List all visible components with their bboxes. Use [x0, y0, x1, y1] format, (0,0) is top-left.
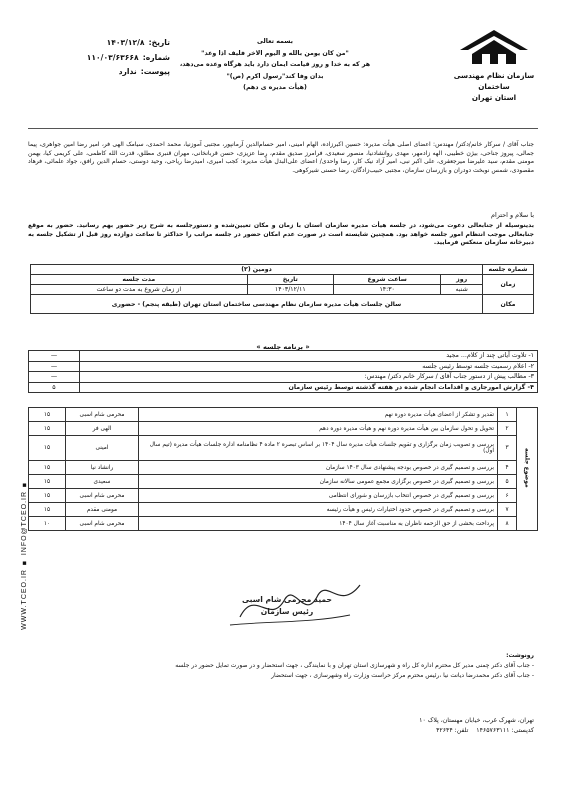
side-contact-strip	[14, 480, 28, 800]
subitem-text: بررسی و تصمیم گیری در خصوص حدود اختیارات رئیس و هیأت رئیسه	[139, 503, 498, 517]
subitem-minutes: ۱۵	[29, 436, 66, 461]
date-value: ۱۴۰۳/۱۲/۸	[106, 38, 145, 47]
agenda-subitems-table	[28, 407, 538, 531]
signatory-title: رئیس سازمان	[260, 607, 314, 616]
letter-meta	[50, 36, 170, 80]
subitem-minutes: ۱۵	[29, 475, 66, 489]
agenda-item-minutes: —	[29, 351, 80, 362]
greeting: با سلام و احترام	[491, 211, 534, 219]
subitem-text: بررسی و تصمیم گیری در خصوص برگزاری مجمع عمومی سالانه سازمان	[139, 475, 498, 489]
subitem-row	[29, 461, 538, 475]
subitem-presenter: مومنی مقدم	[66, 503, 139, 517]
subitem-row	[29, 489, 538, 503]
session-number-value: دومین (۲)	[31, 265, 483, 275]
agenda-row	[29, 351, 538, 362]
basmala: بسمه تعالی	[256, 38, 294, 45]
quote-line: هر که به خدا و روز قیامت ایمان دارد باید هرگاه وعده می‌دهد،	[179, 61, 371, 68]
subitem-minutes: ۱۵	[29, 503, 66, 517]
time-label: زمان	[483, 275, 534, 295]
signatory-name: حمید محرمی شام اسبی	[241, 595, 332, 604]
subitem-minutes: ۱۵	[29, 408, 66, 422]
agenda-item-minutes: —	[29, 372, 80, 383]
cc-line: - جناب آقای دکتر محمدرضا دیانت نیا ،رئیس محترم مرکز حراست وزارت راه وشهرسازی ، جهت استحضار	[271, 671, 534, 679]
session-info-table	[30, 264, 534, 314]
day-label: روز	[441, 275, 483, 285]
quote-line: بدان وفا کند"رسول اکرم (ص)"	[226, 72, 324, 80]
subitem-presenter: سعیدی	[66, 475, 139, 489]
subitem-row	[29, 503, 538, 517]
subitem-row	[29, 408, 538, 422]
organization-name-line2: استان تهران	[471, 93, 517, 102]
subitem-text: بررسی و تصمیم گیری در خصوص بودجه پیشنهادی سال ۱۴۰۳ سازمان	[139, 461, 498, 475]
subitem-row	[29, 436, 538, 461]
subitem-number: ۷	[498, 503, 517, 517]
subitem-text: بررسی و تصویب زمان برگزاری و تقویم جلسات هیأت مدیره سال ۱۴۰۴ بر اساس تبصره ۲ ماده ۴ نظامنامه اداره جلسات هیأت مدیره (تیم سال اول)	[139, 436, 498, 461]
agenda-item-minutes: ۵	[29, 382, 80, 393]
agenda-item-minutes: —	[29, 361, 80, 372]
subitem-number: ۸	[498, 517, 517, 531]
addressee-paragraph: جناب آقای / سرکار خانم/دکتر/ مهندس: اعضای اصلی هیأت مدیره: حسین اکبرزاده، الهام امینی، امیر حسام‌الدین آرمانپور، مجتبی آموزنیا، محمد احمدی، سیامک الهی فر، امیر رضا امین جواهری، پیما جمالی، پیروز جناحی، بیژن خطیبی، الهه زادمهر، مهدی روانشادنیا، منصور سعیدی، فرامرز صدیق مقدم، رضا عزیزی، حسن قربانخانی، مهران قنبری مطلق، قدرت الله کاظمی، علی کریمی کیا، بهمن مومنی مقدم، سید علیرضا میرجعفری، علی اکبر نبی، امیر آزاد نیک کار، رضا واحدی/ اعضای علی‌البدل هیأت مدیره: کجب امیری، امیدرضا ریاحی، وحید دوستی، حسام الدین رافق، جواد علمائی، فرهاد مقصودی، شمس نوبخت دودران و بازرسان سازمان، مجتبی حبیب‌زادگان، رضا حسنی شیرکوهی.	[28, 141, 534, 174]
signatory	[222, 594, 352, 618]
footer-address: تهران، شهرک غرب، خیابان مهستان، پلاک ۱۰	[419, 717, 534, 724]
agenda-row	[29, 361, 538, 372]
start-label: ساعت شروع	[334, 275, 441, 285]
subitem-minutes: ۱۰	[29, 517, 66, 531]
subitem-presenter: الهی فر	[66, 422, 139, 436]
subitem-minutes: ۱۵	[29, 489, 66, 503]
subitem-row	[29, 517, 538, 531]
subitem-number: ۲	[498, 422, 517, 436]
agenda-row	[29, 372, 538, 383]
organization-logo	[458, 28, 530, 66]
subitem-number: ۳	[498, 436, 517, 461]
quote-line: "من کان یومن بالله و الیوم الاخر فلیف اذا وعد"	[201, 49, 349, 57]
agenda-row	[29, 382, 538, 393]
subitem-presenter: محرمی شام اسبی	[66, 517, 139, 531]
agenda-title: « برنامه جلسه »	[256, 343, 310, 351]
subitem-number: ۴	[498, 461, 517, 475]
footer-postal-phone	[274, 726, 534, 736]
subitem-text: تحویل و تحول سازمان بین هیأت مدیره دوره نهم و هیأت مدیره دوره دهم	[139, 422, 498, 436]
subitem-row	[29, 422, 538, 436]
organization-name-line1: سازمان نظام مهندسی ساختمان	[453, 71, 535, 91]
session-number-label: شماره جلسه	[483, 265, 534, 275]
duration-value: از زمان شروع به مدت دو ساعت	[31, 285, 248, 295]
number-value: ۱۱۰/۰۳/۶۳۶۶۸	[86, 52, 139, 62]
subitem-presenter: رانشاد نیا	[66, 461, 139, 475]
footer-phone: تلفن: ۴۲۶۴۴	[436, 726, 469, 734]
start-value: ۱۴:۳۰	[334, 285, 441, 295]
subitem-minutes: ۱۵	[29, 461, 66, 475]
subitem-presenter: محرمی شام اسبی	[66, 489, 139, 503]
agenda-item-text: ۳- مطالب پیش از دستور جناب آقای / سرکار خانم دکتر/ مهندس:	[80, 372, 538, 383]
attachment-value: ندارد	[118, 67, 137, 76]
footer-contact	[274, 716, 534, 735]
cc-line: - جناب آقای دکتر چمنی مدیر کل محترم اداره کل راه و شهرسازی استان تهران و با نمایندگی ، جهت استحضار و در صورت تمایل حضور در جلسه	[175, 661, 534, 669]
invitation-paragraph: بدینوسیله از جنابعالی دعوت می‌شود، در جلسه هیأت مدیره سازمان استان با زمان و مکان تعیین‌شده و دستورجلسه به شرح زیر حضور بهم رسانید. حضور به موقع جنابعالی موجب انتظام امور جلسه خواهد بود. همچنین شایسته است در صورت عدم امکان حضور در جلسه مراتب را حداکثر تا ساعت دوازده روز قبل از تشکیل جلسه به دبیرخانه سازمان منعکس فرمایید.	[28, 222, 534, 247]
subitem-number: ۵	[498, 475, 517, 489]
attachment-label: پیوست:	[140, 67, 170, 76]
day-value: شنبه	[441, 285, 483, 295]
agenda-item-text: ۴- گزارش امورجاری و اقدامات انجام شده در هفته گذشته توسط رئیس سازمان	[80, 382, 538, 393]
subitem-presenter: امینی	[66, 436, 139, 461]
organization-name	[440, 70, 548, 103]
subitem-row	[29, 475, 538, 489]
cc-label: رونوشت:	[506, 652, 534, 659]
subitem-text: پرداخت بخشی از حق الزحمه ناظران به مناسبت آغاز سال ۱۴۰۴	[139, 517, 498, 531]
board-label: (هیأت مدیره ی دهم)	[243, 84, 307, 91]
subitem-number: ۱	[498, 408, 517, 422]
agenda-side-label: موضوع جلسه	[523, 448, 531, 488]
header-divider	[28, 128, 538, 129]
website-email-text: WWW.TCEO.IR ■ INFO@TCEO.IR ■	[21, 480, 28, 630]
subitem-text: بررسی و تصمیم گیری در خصوص انتخاب بازرسان و شورای انتظامی	[139, 489, 498, 503]
agenda-item-text: ۲- اعلام رسمیت جلسه توسط رئیس جلسه	[80, 361, 538, 372]
letter-heading	[150, 36, 400, 94]
subitem-presenter: محرمی شام اسبی	[66, 408, 139, 422]
agenda-item-text: ۱- تلاوت آیاتی چند از کلام... مجید	[80, 351, 538, 362]
duration-label: مدت جلسه	[31, 275, 248, 285]
place-label: مکان	[483, 295, 534, 314]
subitem-text: تقدیر و تشکر از اعضای هیأت مدیره دوره نهم	[139, 408, 498, 422]
subitem-minutes: ۱۵	[29, 422, 66, 436]
footer-postal: کدپستی: ۱۴۶۵۷۶۳۱۱۱	[476, 726, 534, 734]
agenda-items-table	[28, 350, 538, 393]
date-label-cell: تاریخ	[247, 275, 333, 285]
agenda-side-label-cell	[517, 408, 538, 531]
date-label: تاریخ:	[148, 38, 170, 47]
subitem-number: ۶	[498, 489, 517, 503]
number-label: شماره:	[142, 52, 170, 62]
date-value-cell: ۱۴۰۳/۱۲/۱۱	[247, 285, 333, 295]
cc-section	[28, 651, 534, 680]
place-value: سالن جلسات هیأت مدیره سازمان نظام مهندسی ساختمان استان تهران (طبقه پنجم) - حضوری	[31, 295, 483, 314]
